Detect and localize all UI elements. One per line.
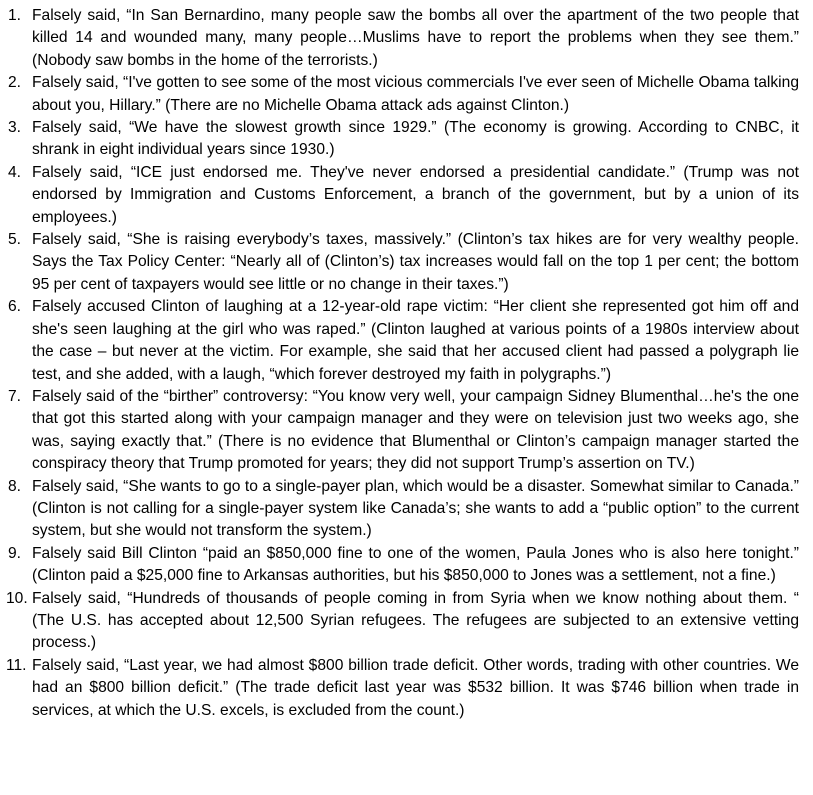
list-item	[8, 296, 799, 386]
item-text: Falsely said Bill Clinton “paid an $850,000 fine to one of the women, Paula Jones who is also here tonight.” (Clinton paid a $25,000 fine to Arkansas authorities, but his $850,000 to Jones was a settlement, not a fine.)	[32, 544, 799, 585]
item-text: Falsely said, “In San Bernardino, many people saw the bombs all over the apartment of the two people that killed 14 and wounded many, many people…Muslims have to report the problems when they see them.” (Nobody saw bombs in the home of the terrorists.)	[32, 7, 799, 69]
item-text: Falsely accused Clinton of laughing at a 12-year-old rape victim: “Her client she represented got him off and she's seen laughing at the girl who was raped.” (Clinton laughed at various points of a 1980s interview about the case – but never at the victim. For example, she said that her accused client had passed a polygraph lie test, and she added, with a laugh, “which forever destroyed my faith in polygraphs.”)	[32, 298, 799, 383]
item-number: 7.	[8, 387, 22, 405]
item-number: 3.	[8, 119, 22, 137]
item-number: 1.	[8, 7, 22, 24]
item-text: Falsely said, “She is raising everybody’s taxes, massively.” (Clinton’s tax hikes are for very wealthy people. Says the Tax Policy Center: “Nearly all of (Clinton’s) tax increases would fall on the top 1 per cent; the bottom 95 per cent of taxpayers would see little or no change in their taxes.”)	[32, 231, 799, 293]
list-item	[8, 5, 799, 72]
item-number: 2.	[8, 74, 22, 92]
list-item	[8, 588, 799, 655]
item-number: 10.	[6, 589, 28, 607]
item-number: 6.	[8, 298, 22, 316]
item-text: Falsely said, “I've gotten to see some of the most vicious commercials I've ever seen of Michelle Obama talking about you, Hillary.” (There are no Michelle Obama attack ads against Clinton.)	[32, 74, 799, 114]
list-item	[8, 386, 799, 476]
list-item	[8, 72, 799, 117]
list-item	[8, 655, 799, 722]
list-item	[8, 543, 799, 588]
list-item	[8, 162, 799, 229]
item-text: Falsely said, “Hundreds of thousands of people coming in from Syria when we know nothing about them. “ (The U.S. has accepted about 12,500 Syrian refugees. The refugees are subjected to an extensive vetting process.)	[32, 589, 799, 652]
item-text: Falsely said, “We have the slowest growth since 1929.” (The economy is growing. According to CNBC, it shrank in eight individual years since 1930.)	[32, 119, 799, 159]
item-text: Falsely said of the “birther” controversy: “You know very well, your campaign Sidney Blumenthal…he's the one that got this started along with your campaign manager and they were on television just two weeks ago, she was, saying exactly that.” (There is no evidence that Blumenthal or Clinton’s campaign manager started the conspiracy theory that Trump promoted for years; they did not support Trump’s assertion on TV.)	[32, 387, 799, 473]
item-number: 4.	[8, 163, 22, 181]
item-number: 9.	[8, 544, 22, 562]
item-text: Falsely said, “Last year, we had almost $800 billion trade deficit. Other words, trading with other countries. We had an $800 billion deficit.” (The trade deficit last year was $532 billion. It was $746 billion when trade in services, at which the U.S. excels, is excluded from the count.)	[32, 656, 799, 719]
item-number: 11.	[6, 656, 27, 674]
false-claims-list	[8, 5, 799, 722]
item-text: Falsely said, “She wants to go to a single-payer plan, which would be a disaster. Somewhat similar to Canada.” (Clinton is not calling for a single-payer system like Canada’s; she wants to add a “public option” to the current system, but she would not transform the system.)	[32, 477, 799, 540]
list-item	[8, 117, 799, 162]
item-text: Falsely said, “ICE just endorsed me. They've never endorsed a presidential candidate.” (Trump was not endorsed by Immigration and Customs Enforcement, a branch of the government, but by a union of its employees.)	[32, 163, 799, 226]
item-number: 5.	[8, 231, 22, 249]
list-item	[8, 229, 799, 296]
list-item	[8, 476, 799, 543]
item-number: 8.	[8, 477, 22, 495]
